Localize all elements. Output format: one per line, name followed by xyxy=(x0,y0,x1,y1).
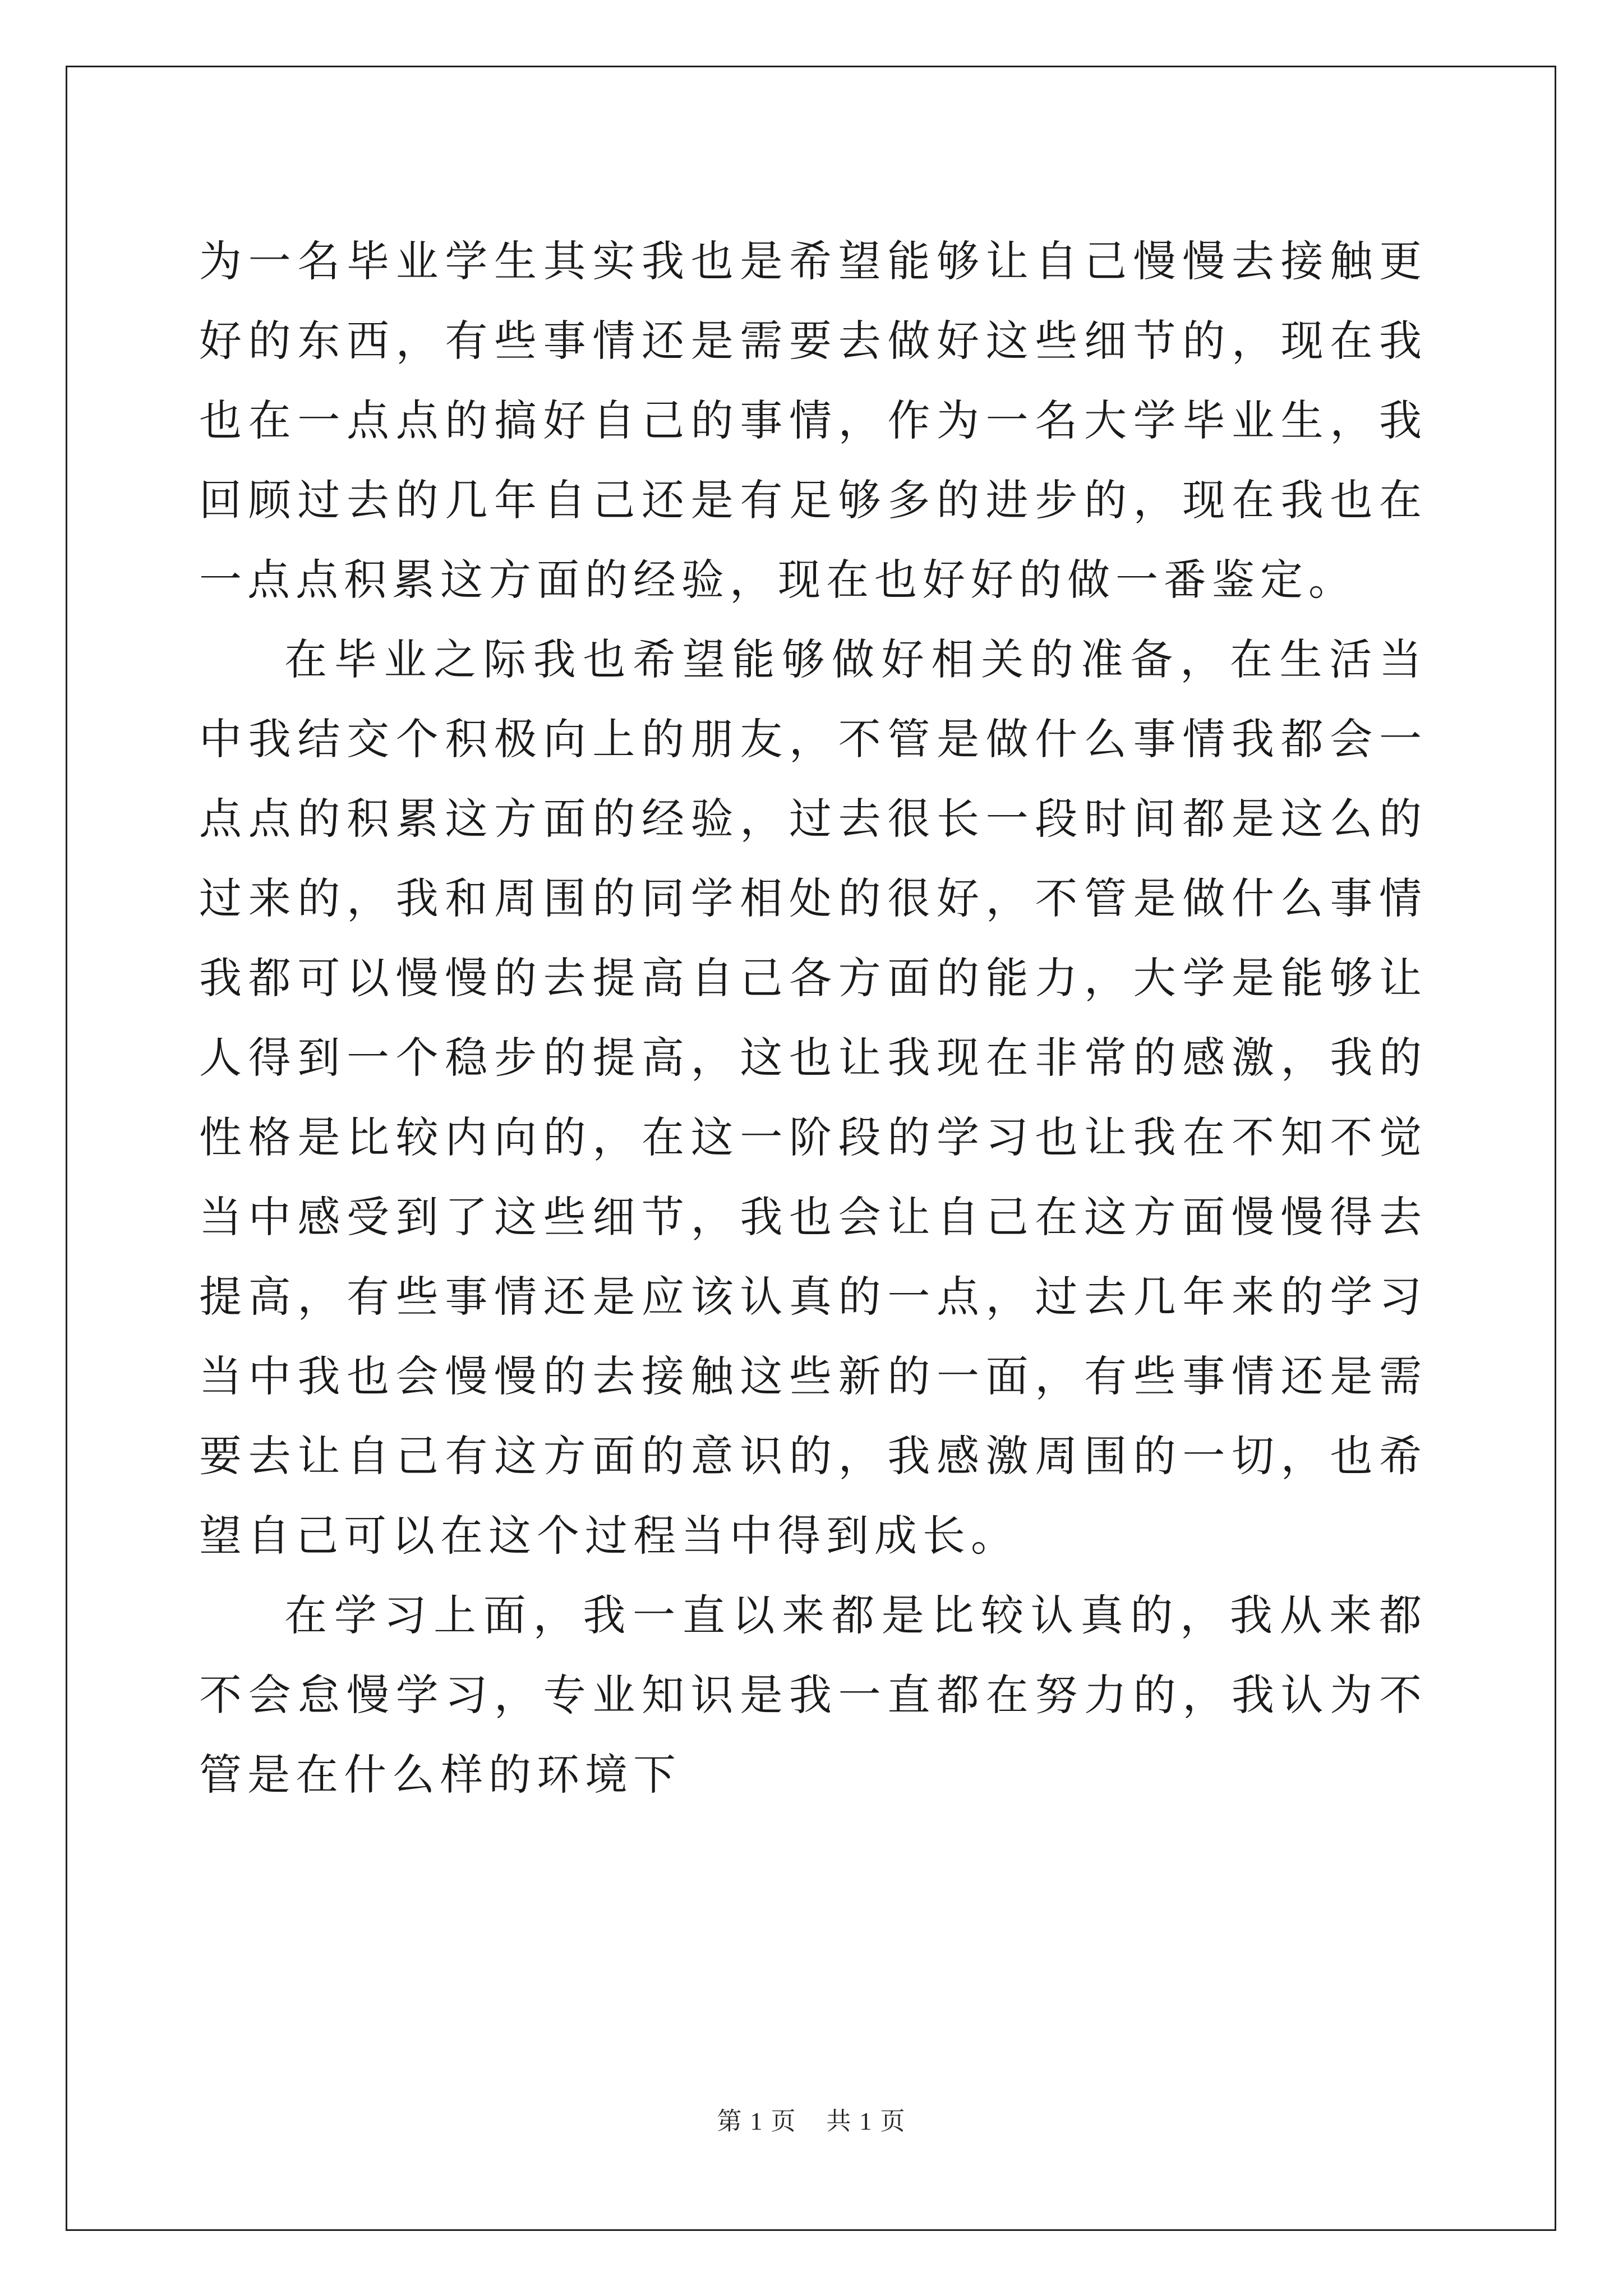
paragraph-3: 在学习上面，我一直以来都是比较认真的，我从来都不会怠慢学习，专业知识是我一直都在努力的，我认为不管是在什么样的环境下 xyxy=(199,1590,1427,1800)
document-body xyxy=(199,222,1427,1815)
paragraph-1: 为一名毕业学生其实我也是希望能够让自己慢慢去接触更好的东西，有些事情还是需要去做好这些细节的，现在我也在一点点的搞好自己的事情，作为一名大学毕业生，我回顾过去的几年自己还是有足够多的进步的，现在我也在一点点积累这方面的经验，现在也好好的做一番鉴定。 xyxy=(199,236,1427,605)
paragraph-2: 在毕业之际我也希望能够做好相关的准备，在生活当中我结交个积极向上的朋友，不管是做什么事情我都会一点点的积累这方面的经验，过去很长一段时间都是这么的过来的，我和周围的同学相处的很好，不管是做什么事情我都可以慢慢的去提高自己各方面的能力，大学是能够让人得到一个稳步的提高，这也让我现在非常的感激，我的性格是比较内向的，在这一阶段的学习也让我在不知不觉当中感受到了这些细节，我也会让自己在这方面慢慢得去提高，有些事情还是应该认真的一点，过去几年来的学习当中我也会慢慢的去接触这些新的一面，有些事情还是需要去让自己有这方面的意识的，我感激周围的一切，也希望自己可以在这个过程当中得到成长。 xyxy=(199,634,1427,1561)
page-total: 共 1 页 xyxy=(826,2108,906,2135)
page-number: 第 1 页 xyxy=(717,2108,797,2135)
page-footer xyxy=(0,2101,1623,2137)
